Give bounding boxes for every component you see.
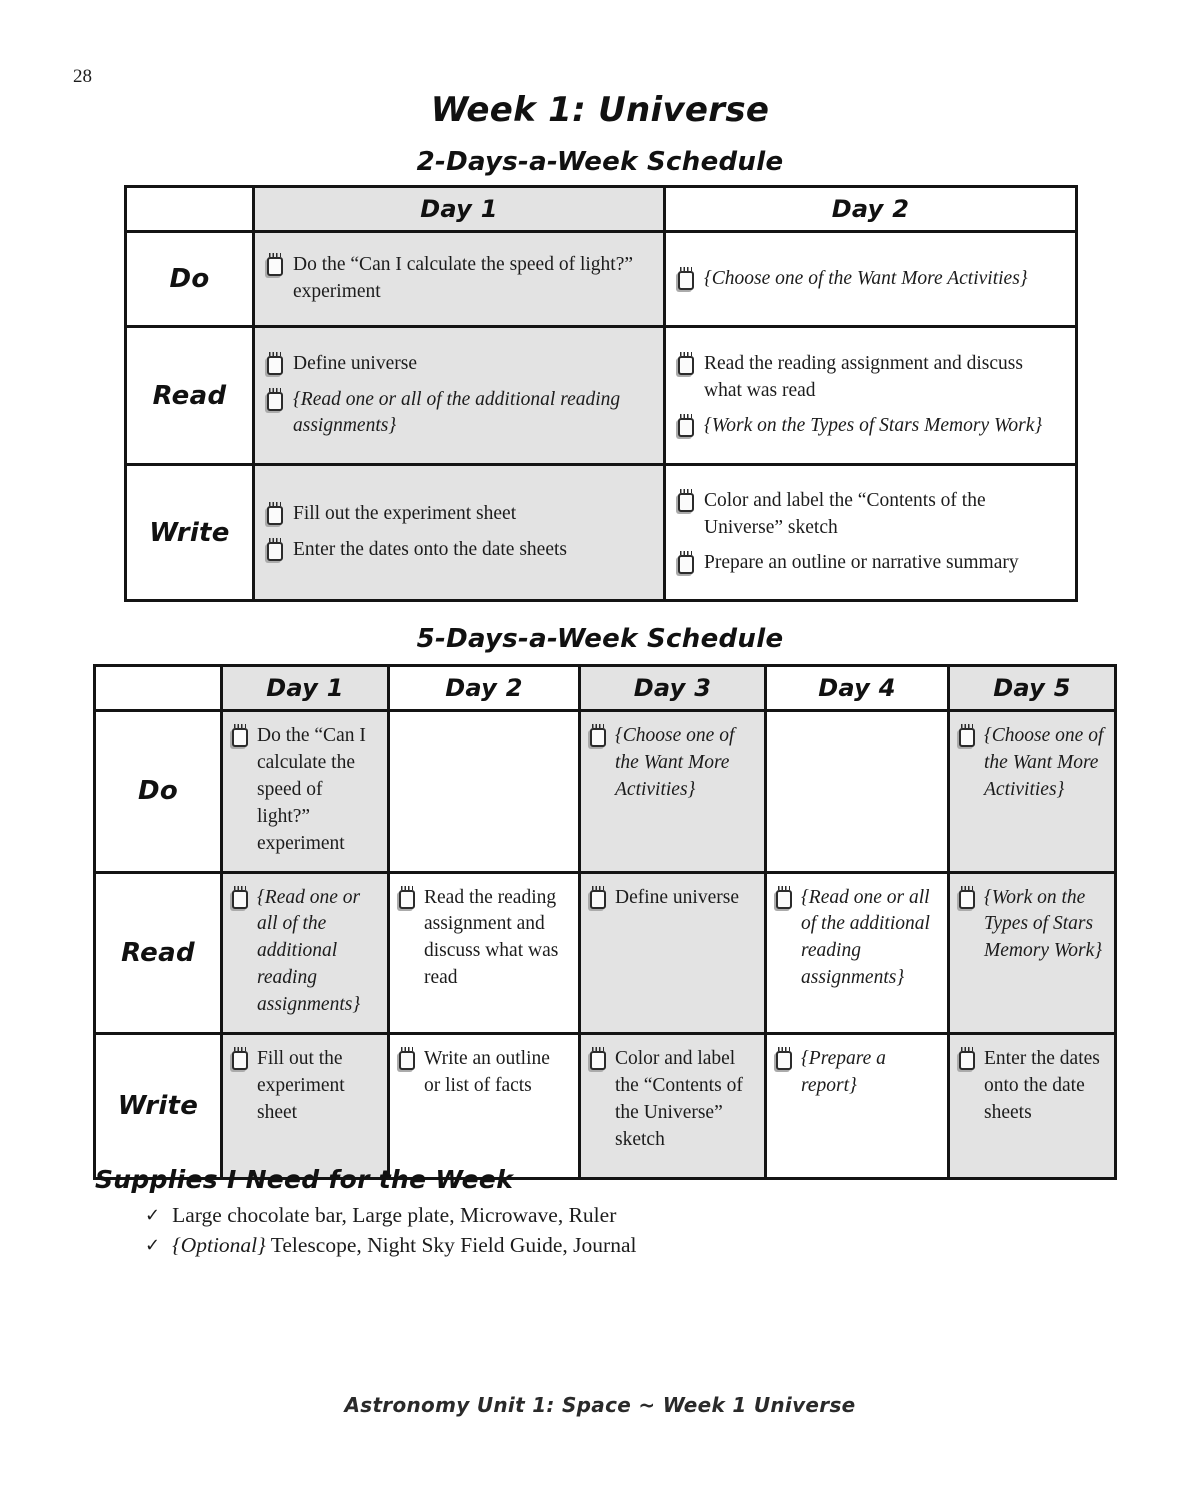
task-text: {Prepare a report} bbox=[801, 1048, 886, 1096]
two-day-schedule-title: 2-Days-a-Week Schedule bbox=[416, 147, 784, 177]
notepad-checkbox-icon bbox=[399, 890, 415, 909]
checklist-item bbox=[678, 413, 1063, 440]
row-label-read: Read bbox=[95, 872, 222, 1034]
supply-text: Large chocolate bar, Large plate, Microwave, Ruler bbox=[172, 1203, 617, 1227]
notepad-checkbox-icon bbox=[678, 271, 694, 290]
task-text: Define universe bbox=[293, 352, 417, 374]
supply-item bbox=[145, 1232, 1095, 1260]
table-header-row bbox=[95, 666, 1116, 711]
notepad-checkbox-icon bbox=[267, 392, 283, 411]
table-header-row bbox=[126, 187, 1077, 232]
row-label-do: Do bbox=[126, 232, 254, 327]
checklist-item bbox=[232, 1046, 379, 1127]
day1-header: Day 1 bbox=[254, 187, 665, 232]
notepad-checkbox-icon bbox=[959, 890, 975, 909]
task-text: Do the “Can I calculate the speed of light?” experiment bbox=[257, 725, 366, 854]
notepad-checkbox-icon bbox=[232, 1051, 248, 1070]
notepad-checkbox-icon bbox=[267, 257, 283, 276]
schedule-cell bbox=[254, 465, 665, 601]
optional-label: {Optional} bbox=[172, 1232, 266, 1257]
notepad-checkbox-icon bbox=[959, 1051, 975, 1070]
task-text: {Work on the Types of Stars Memory Work} bbox=[704, 415, 1043, 437]
task-text: {Choose one of the Want More Activities} bbox=[984, 725, 1104, 800]
notepad-checkbox-icon bbox=[590, 890, 606, 909]
checklist-item bbox=[267, 501, 651, 528]
day4-header: Day 4 bbox=[766, 666, 949, 711]
notepad-checkbox-icon bbox=[678, 418, 694, 437]
task-text: {Choose one of the Want More Activities} bbox=[615, 725, 735, 800]
supplies-section bbox=[95, 1165, 1095, 1262]
notepad-checkbox-icon bbox=[776, 890, 792, 909]
schedule-cell bbox=[949, 711, 1116, 873]
task-text: Enter the dates onto the date sheets bbox=[984, 1048, 1100, 1123]
check-icon: ✓ bbox=[145, 1205, 161, 1226]
checklist-item bbox=[590, 723, 756, 804]
schedule-cell bbox=[254, 327, 665, 465]
schedule-cell bbox=[766, 1034, 949, 1179]
task-text: Do the “Can I calculate the speed of light?” experiment bbox=[293, 254, 634, 302]
corner-cell bbox=[95, 666, 222, 711]
notepad-checkbox-icon bbox=[776, 1051, 792, 1070]
checklist-item bbox=[959, 723, 1106, 804]
day2-header: Day 2 bbox=[665, 187, 1077, 232]
checklist-item bbox=[959, 1046, 1106, 1127]
checklist-item bbox=[399, 1046, 570, 1100]
schedule-cell bbox=[949, 872, 1116, 1034]
notepad-checkbox-icon bbox=[590, 728, 606, 747]
checklist-item bbox=[267, 351, 651, 378]
supply-item bbox=[145, 1202, 1095, 1230]
do-row bbox=[126, 232, 1077, 327]
read-row bbox=[95, 872, 1116, 1034]
footer-text: Astronomy Unit 1: Space ~ Week 1 Universe bbox=[344, 1393, 856, 1417]
schedule-cell bbox=[222, 872, 389, 1034]
notepad-checkbox-icon bbox=[267, 542, 283, 561]
schedule-cell bbox=[389, 1034, 580, 1179]
checklist-item bbox=[678, 266, 1063, 293]
task-text: Define universe bbox=[615, 886, 739, 908]
page-number: 28 bbox=[73, 66, 92, 87]
write-row bbox=[126, 465, 1077, 601]
row-label-read: Read bbox=[126, 327, 254, 465]
schedule-cell bbox=[254, 232, 665, 327]
checklist-item bbox=[267, 537, 651, 564]
schedule-cell-empty bbox=[766, 711, 949, 873]
notepad-checkbox-icon bbox=[399, 1051, 415, 1070]
write-row bbox=[95, 1034, 1116, 1179]
do-row bbox=[95, 711, 1116, 873]
day2-header: Day 2 bbox=[389, 666, 580, 711]
checklist-item bbox=[776, 885, 939, 993]
schedule-cell bbox=[665, 327, 1077, 465]
checklist-item bbox=[776, 1046, 939, 1100]
checklist-item bbox=[267, 387, 651, 441]
notepad-checkbox-icon bbox=[267, 506, 283, 525]
notepad-checkbox-icon bbox=[678, 555, 694, 574]
corner-cell bbox=[126, 187, 254, 232]
schedule-cell bbox=[665, 232, 1077, 327]
checklist-item bbox=[678, 550, 1063, 577]
task-text: Enter the dates onto the date sheets bbox=[293, 539, 567, 560]
page-footer bbox=[0, 1393, 1200, 1418]
notepad-checkbox-icon bbox=[678, 493, 694, 512]
task-text: Color and label the “Contents of the Universe” sketch bbox=[615, 1048, 743, 1150]
supplies-heading: Supplies I Need for the Week bbox=[95, 1165, 514, 1194]
row-label-write: Write bbox=[126, 465, 254, 601]
task-text: Read the reading assignment and discuss what was read bbox=[704, 352, 1023, 401]
task-text: {Choose one of the Want More Activities} bbox=[704, 267, 1028, 289]
checklist-item bbox=[678, 351, 1063, 405]
task-text: Write an outline or list of facts bbox=[424, 1048, 550, 1096]
read-row bbox=[126, 327, 1077, 465]
schedule-cell bbox=[580, 711, 766, 873]
page-title: Week 1: Universe bbox=[430, 90, 770, 130]
checklist-item bbox=[590, 885, 756, 912]
task-text: {Read one or all of the additional reading assignments} bbox=[801, 886, 930, 989]
task-text: {Read one or all of the additional reading assignments} bbox=[257, 886, 361, 1016]
notepad-checkbox-icon bbox=[232, 728, 248, 747]
task-text: Read the reading assignment and discuss what was read bbox=[424, 886, 559, 989]
task-text: {Read one or all of the additional reading assignments} bbox=[293, 388, 621, 437]
schedule-cell bbox=[580, 1034, 766, 1179]
schedule-cell bbox=[580, 872, 766, 1034]
five-day-schedule-title: 5-Days-a-Week Schedule bbox=[416, 624, 784, 654]
checklist-item bbox=[232, 723, 379, 858]
supply-text-rest: Telescope, Night Sky Field Guide, Journal bbox=[265, 1232, 637, 1257]
schedule-cell bbox=[665, 465, 1077, 601]
checklist-item bbox=[267, 252, 651, 306]
supply-text bbox=[172, 1232, 636, 1260]
notepad-checkbox-icon bbox=[232, 890, 248, 909]
schedule-cell bbox=[222, 711, 389, 873]
row-label-write: Write bbox=[95, 1034, 222, 1179]
task-text: Fill out the experiment sheet bbox=[257, 1048, 345, 1123]
schedule-cell-empty bbox=[389, 711, 580, 873]
task-text: Fill out the experiment sheet bbox=[293, 503, 517, 525]
schedule-cell bbox=[222, 1034, 389, 1179]
day1-header: Day 1 bbox=[222, 666, 389, 711]
two-day-schedule-table bbox=[124, 185, 1078, 602]
notepad-checkbox-icon bbox=[678, 356, 694, 375]
task-text: {Work on the Types of Stars Memory Work} bbox=[984, 886, 1103, 962]
schedule-cell bbox=[766, 872, 949, 1034]
five-day-schedule-table bbox=[93, 664, 1117, 1180]
day3-header: Day 3 bbox=[580, 666, 766, 711]
checklist-item bbox=[590, 1046, 756, 1154]
check-icon: ✓ bbox=[145, 1234, 161, 1256]
day5-header: Day 5 bbox=[949, 666, 1116, 711]
checklist-item bbox=[959, 885, 1106, 966]
checklist-item bbox=[399, 885, 570, 993]
task-text: Color and label the “Contents of the Universe” sketch bbox=[704, 489, 986, 538]
notepad-checkbox-icon bbox=[959, 728, 975, 747]
task-text: Prepare an outline or narrative summary bbox=[704, 552, 1019, 574]
notepad-checkbox-icon bbox=[267, 356, 283, 375]
notepad-checkbox-icon bbox=[590, 1051, 606, 1070]
checklist-item bbox=[232, 885, 379, 1020]
row-label-do: Do bbox=[95, 711, 222, 873]
schedule-cell bbox=[389, 872, 580, 1034]
schedule-cell bbox=[949, 1034, 1116, 1179]
checklist-item bbox=[678, 488, 1063, 542]
